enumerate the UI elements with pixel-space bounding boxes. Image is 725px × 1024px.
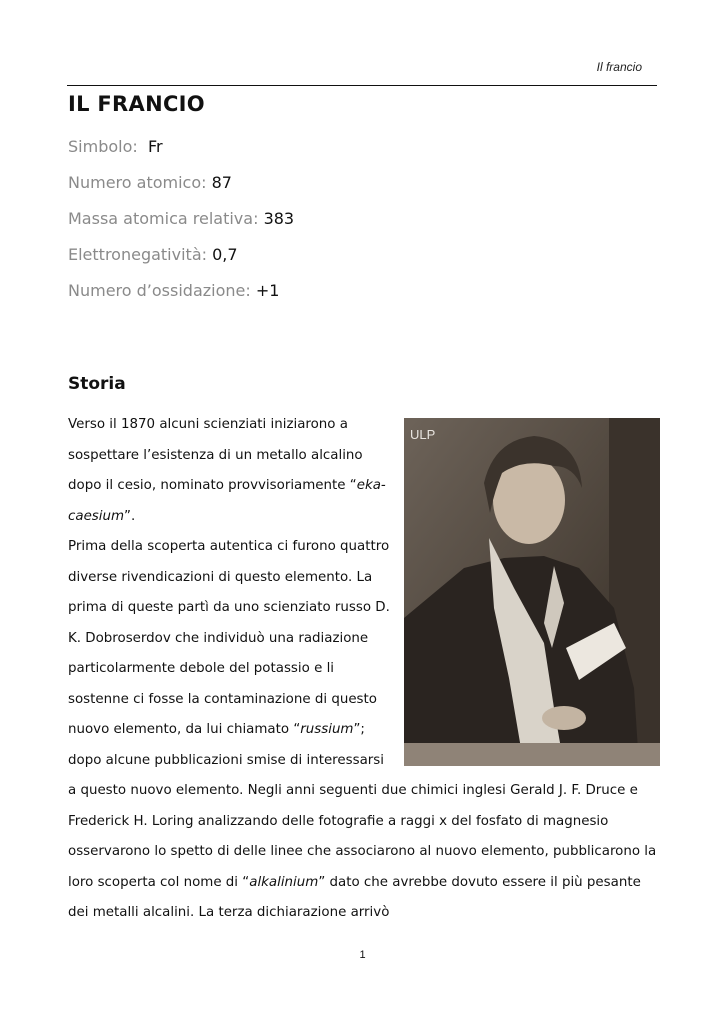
property-value: Fr	[147, 137, 163, 156]
properties-list	[68, 135, 294, 315]
history-text	[68, 410, 658, 929]
property-atomic-mass	[68, 207, 294, 243]
portrait-image	[404, 418, 660, 766]
property-atomic-number	[68, 171, 294, 207]
property-value: 87	[211, 173, 232, 192]
running-header: Il francio	[596, 60, 642, 74]
page-number: 1	[359, 949, 366, 961]
portrait-photo	[404, 418, 660, 766]
section-title-history: Storia	[68, 374, 126, 394]
history-paragraph-1: Verso il 1870 alcuni scienziati iniziarono a sospettare l’esistenza di un metallo alcalino dopo il cesio, nominato provvisoriamente “eka-caesium”.	[68, 417, 386, 524]
property-oxidation-number	[68, 279, 294, 315]
property-label: Numero atomico:	[68, 173, 207, 192]
header-rule	[67, 85, 657, 86]
photo-watermark: ULP	[410, 427, 436, 442]
property-value: +1	[255, 281, 280, 300]
property-label: Simbolo:	[68, 137, 138, 156]
property-value: 383	[263, 209, 295, 228]
property-value: 0,7	[212, 245, 238, 264]
history-paragraph-2: Prima della scoperta autentica ci furono quattro diverse rivendicazioni di questo elemento. La prima di queste partì da uno scienziato russo D. K. Dobroserdov che individuò una radiazione particolarmente debole del potassio e li sostenne ci fosse la contaminazione di questo nuovo elemento, da lui chiamato “russium”; dopo alcune pubblicazioni smise di interessarsi a questo nuovo elemento. Negli anni seguenti due chimici inglesi Gerald J. F. Druce e Frederick H. Loring analizzando delle fotografie a raggi x del fosfato di magnesio osservarono lo spetto di delle linee che associarono al nuovo elemento, pubblicarono la loro scoperta col nome di “alkalinium” dato che avrebbe dovuto essere il più pesante dei metalli alcalini. La terza dichiarazione arrivò	[68, 539, 657, 920]
property-label: Massa atomica relativa:	[68, 209, 259, 228]
property-symbol	[68, 135, 294, 171]
page-title: IL FRANCIO	[68, 92, 205, 116]
property-label: Numero d’ossidazione:	[68, 281, 251, 300]
property-label: Elettronegatività:	[68, 245, 208, 264]
property-electronegativity	[68, 243, 294, 279]
